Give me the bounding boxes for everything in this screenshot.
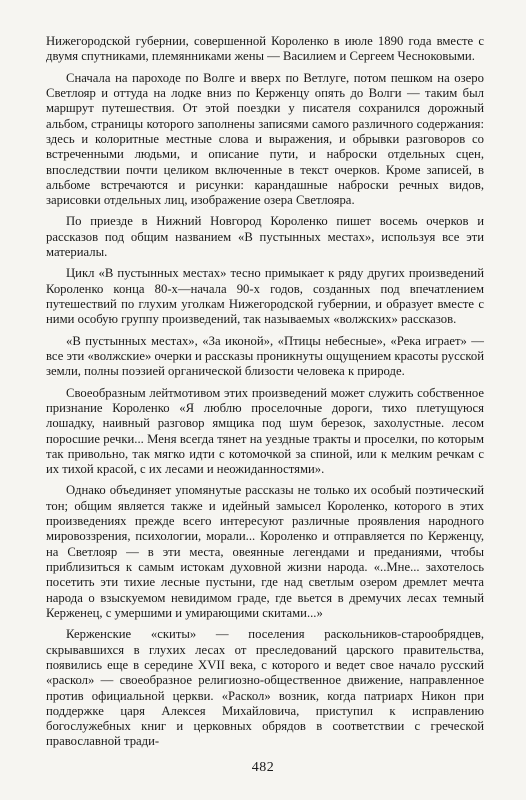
paragraph-5: «В пустынных местах», «За иконой», «Птицы небесные», «Река играет» — все эти «волжские» очерки и рассказы проникнуты ощущением красоты русской земли, полны поэзией органической близости человека к природе.: [46, 333, 484, 379]
paragraph-1: Нижегородской губернии, совершенной Короленко в июле 1890 года вместе с двумя спутниками, племянниками жены — Василием и Сергеем Чесноковыми.: [46, 34, 484, 64]
page-number: 482: [251, 760, 275, 775]
paragraph-6: Своеобразным лейтмотивом этих произведений может служить собственное признание Короленко «Я люблю проселочные дороги, тихо плетущуюся лошадку, наивный разговор ямщика под шум березок, захолустные. лесом поросшие речки... Меня всегда тянет на уездные тракты и проселки, по которым так привольно, так мягко идти с котомочкой за спиной, или к мелким речкам с их тихой красой, с их лесами и неожиданностями».: [46, 385, 484, 477]
paragraph-2: Сначала на пароходе по Волге и вверх по Ветлуге, потом пешком на озеро Светлояр и оттуда на лодке вниз по Керженцу опять до Волги — таким был маршрут путешествия. От этой поездки у писателя сохранился дорожный альбом, страницы которого заполнены записями самого различного содержания: здесь и колоритные местные слова и выражения, и обрывки разговоров со встреченными людьми, и описание пути, и наброски отдельных сцен, впоследствии почти целиком включенные в текст очерков. Кроме записей, в альбоме встречаются и рисунки: карандашные наброски речных видов, зарисовки отдельных лиц, изображение озера Светлояра.: [46, 70, 484, 208]
paragraph-8: Керженские «скиты» — поселения раскольников-старообрядцев, скрывавшихся в глухих лесах от преследований царского правительства, появились еще в середине XVII века, с которого и ведет свое начало русский «раскол» — своеобразное религиозно-общественное движение, направленное против официальной церкви. «Раскол» возник, когда патриарх Никон при поддержке царя Алексея Михайловича, приступил к исправлению богослужебных книг и церковных обрядов в соответствии с греческой православной тради-: [46, 627, 484, 749]
paragraph-3: По приезде в Нижний Новгород Короленко пишет восемь очерков и рассказов под общим названием «В пустынных местах», используя все эти материалы.: [46, 214, 484, 260]
paragraph-7: Однако объединяет упомянутые рассказы не только их особый поэтический тон; общим является также и идейный замысел Короленко, которого в этих произведениях прежде всего интересуют различные проявления народного мировоззрения, психологии, морали... Короленко и отправляется по Керженцу, на Светлояр — в эти места, овеянные легендами и преданиями, чтобы приблизиться к самым истокам духовной жизни народа. «..Мне... захотелось посетить эти тихие лесные пустыни, где над светлым озером дремлет мечта народа о взыскуемом невидимом граде, где вьется в дремучих лесах темный Керженец, с умершими и умирающими скитами...»: [46, 483, 484, 620]
paragraph-4: Цикл «В пустынных местах» тесно примыкает к ряду других произведений Короленко конца 80-х—начала 90-х годов, созданных под впечатлением путешествий по глухим уголкам Нижегородской губернии, и образует вместе с ними особую группу произведений, так называемых «волжских» рассказов.: [46, 266, 484, 327]
body-text: [46, 34, 484, 750]
